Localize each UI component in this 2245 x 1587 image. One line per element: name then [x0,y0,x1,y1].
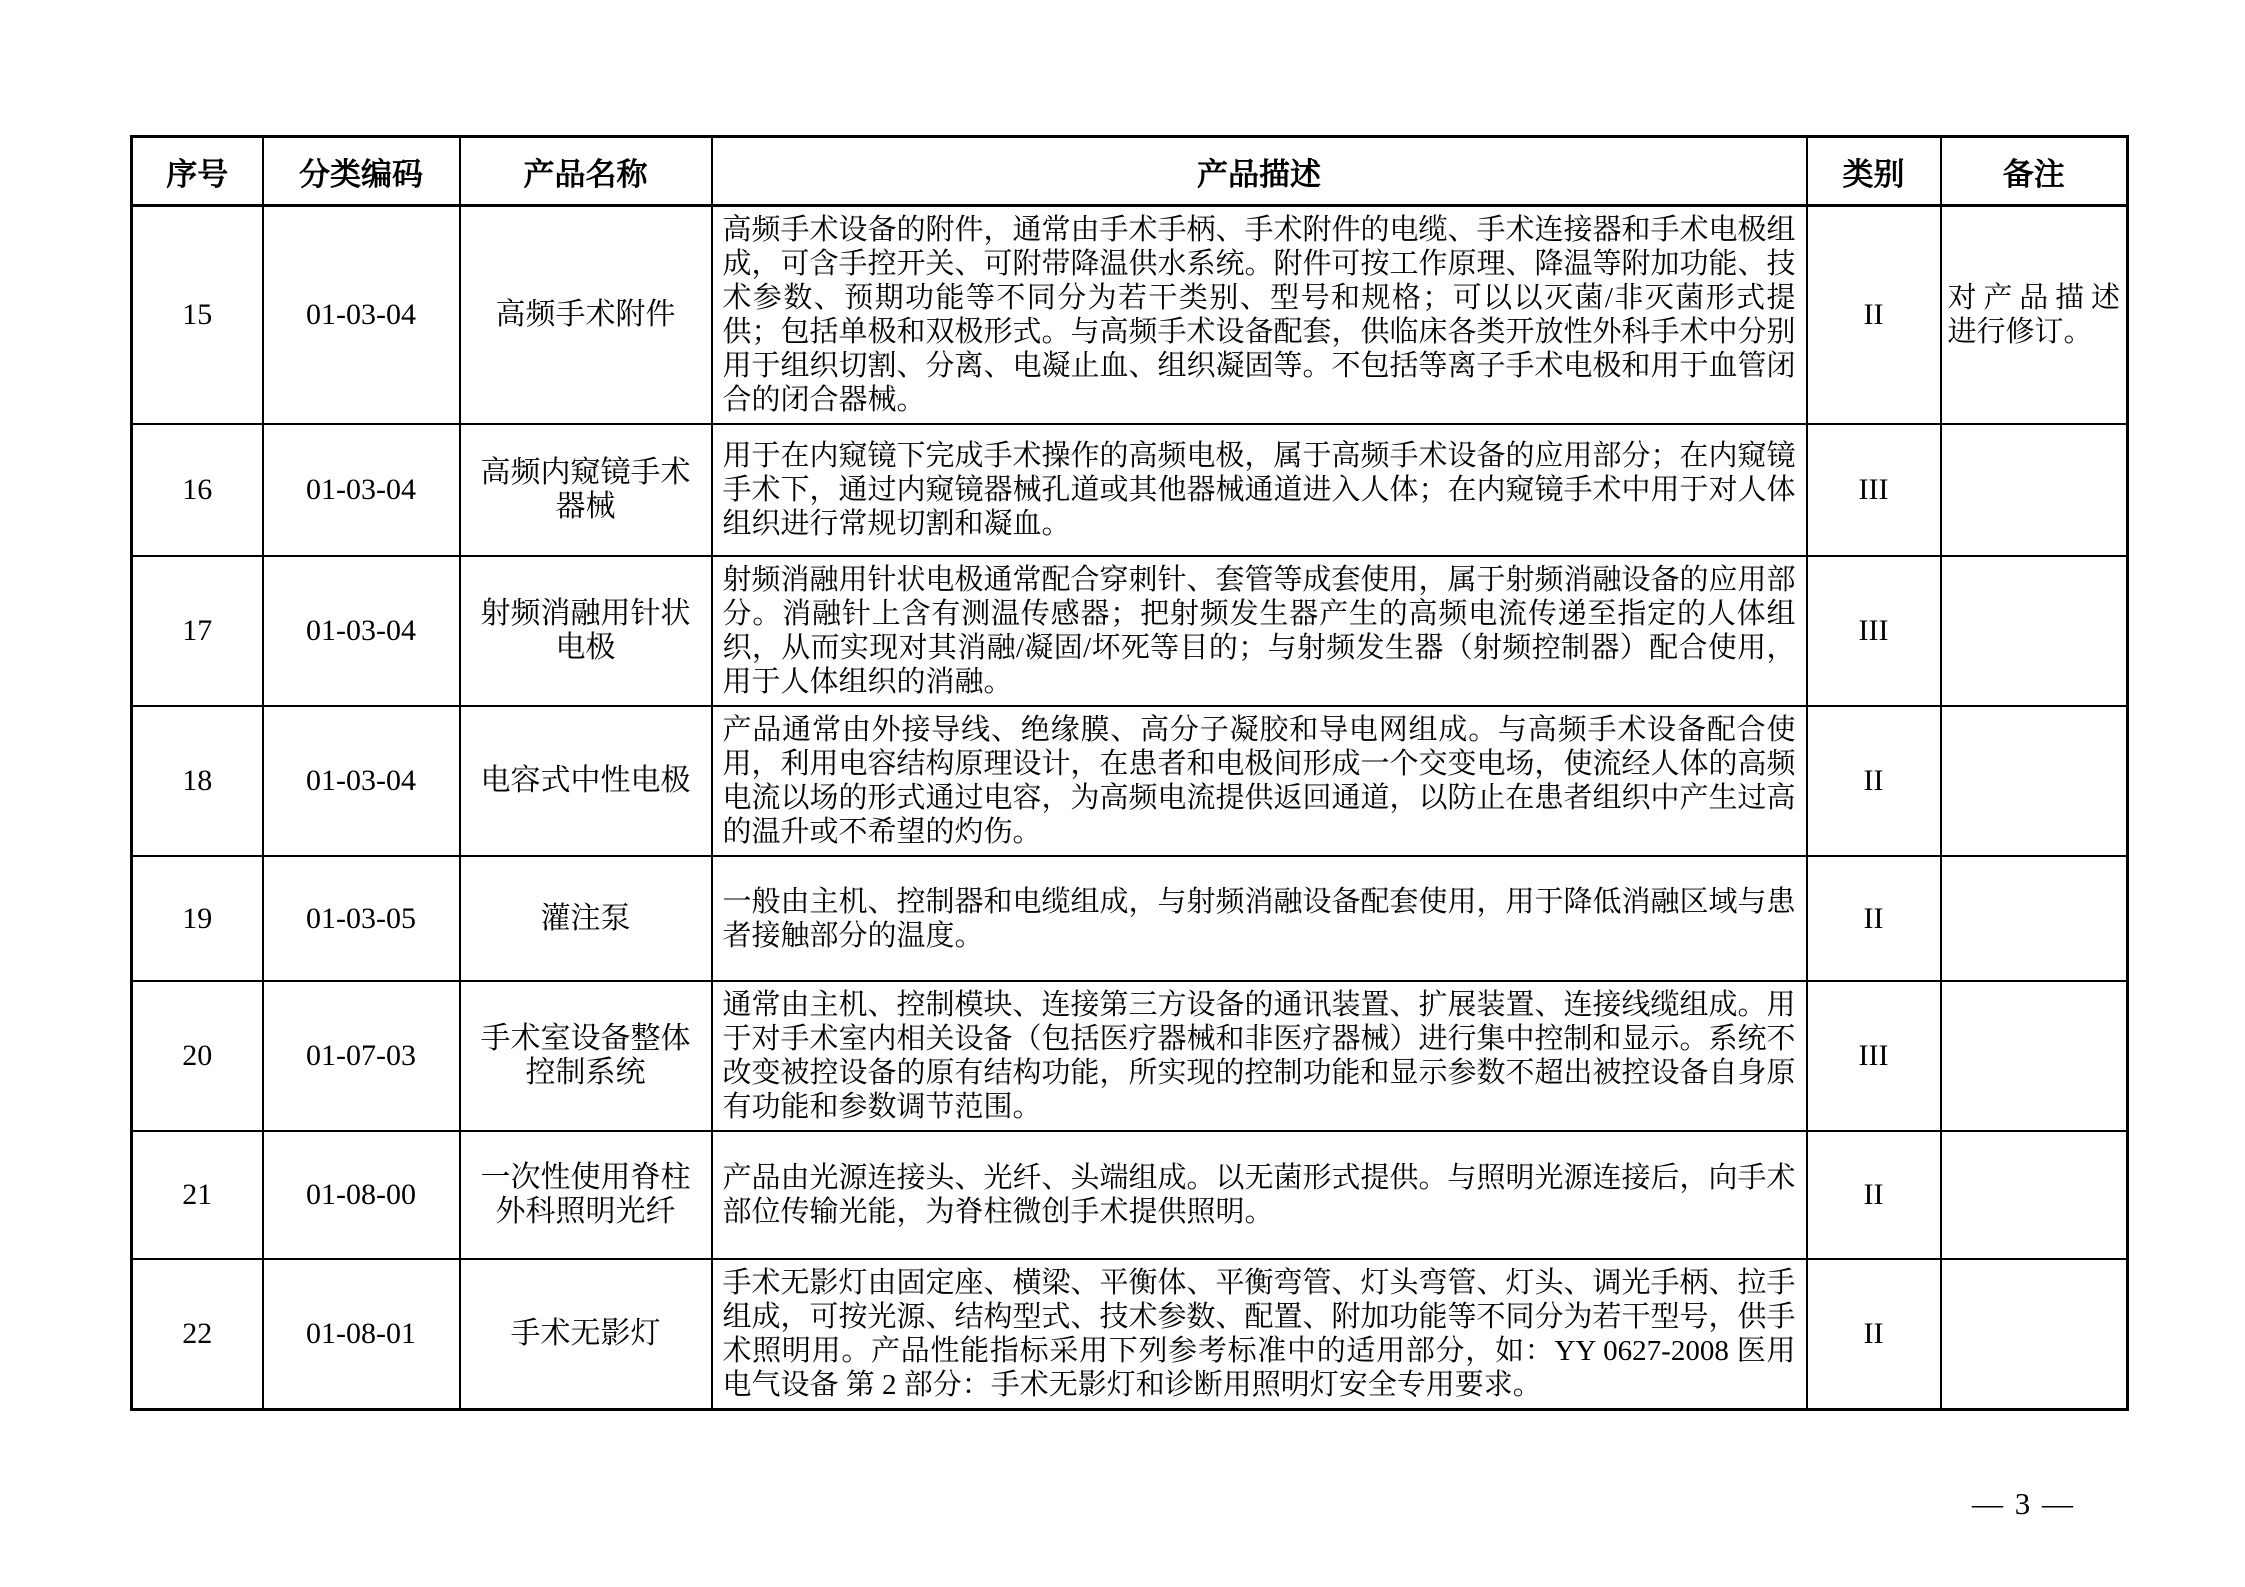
cell-classification-code: 01-07-03 [263,981,460,1131]
cell-product-name: 手术无影灯 [460,1259,712,1410]
cell-serial-number: 20 [132,981,263,1131]
cell-serial-number: 16 [132,424,263,556]
cell-product-name: 射频消融用针状电极 [460,556,712,706]
cell-category: II [1807,206,1941,425]
header-remark: 备注 [1941,137,2128,206]
cell-category: III [1807,981,1941,1131]
cell-classification-code: 01-03-05 [263,856,460,981]
cell-classification-code: 01-03-04 [263,706,460,856]
cell-serial-number: 21 [132,1131,263,1259]
cell-product-name: 高频内窥镜手术器械 [460,424,712,556]
cell-product-name: 灌注泵 [460,856,712,981]
cell-remark [1941,1259,2128,1410]
cell-remark [1941,556,2128,706]
cell-product-description: 产品通常由外接导线、绝缘膜、高分子凝胶和导电网组成。与高频手术设备配合使用，利用电容结构原理设计，在患者和电极间形成一个交变电场，使流经人体的高频电流以场的形式通过电容，为高频电流提供返回通道，以防止在患者组织中产生过高的温升或不希望的灼伤。 [712,706,1807,856]
cell-product-description: 高频手术设备的附件，通常由手术手柄、手术附件的电缆、手术连接器和手术电极组成，可含手控开关、可附带降温供水系统。附件可按工作原理、降温等附加功能、技术参数、预期功能等不同分为若干类别、型号和规格；可以以灭菌/非灭菌形式提供；包括单极和双极形式。与高频手术设备配套，供临床各类开放性外科手术中分别用于组织切割、分离、电凝止血、组织凝固等。不包括等离子手术电极和用于血管闭合的闭合器械。 [712,206,1807,425]
cell-remark: 对产品描述进行修订。 [1941,206,2128,425]
header-product-description: 产品描述 [712,137,1807,206]
cell-classification-code: 01-03-04 [263,424,460,556]
cell-remark [1941,981,2128,1131]
cell-category: III [1807,556,1941,706]
cell-product-description: 一般由主机、控制器和电缆组成，与射频消融设备配套使用，用于降低消融区域与患者接触部分的温度。 [712,856,1807,981]
page-number: — 3 — [1972,1486,2075,1521]
table-row [132,1131,2128,1259]
table-row [132,856,2128,981]
table-header-row [132,137,2128,206]
cell-serial-number: 15 [132,206,263,425]
cell-serial-number: 19 [132,856,263,981]
header-product-name: 产品名称 [460,137,712,206]
cell-serial-number: 22 [132,1259,263,1410]
cell-product-name: 一次性使用脊柱外科照明光纤 [460,1131,712,1259]
cell-category: II [1807,856,1941,981]
cell-category: II [1807,1259,1941,1410]
cell-classification-code: 01-03-04 [263,206,460,425]
table-row [132,1259,2128,1410]
cell-serial-number: 18 [132,706,263,856]
table-row [132,206,2128,425]
cell-category: II [1807,706,1941,856]
table-row [132,556,2128,706]
cell-classification-code: 01-03-04 [263,556,460,706]
header-classification-code: 分类编码 [263,137,460,206]
product-classification-table [130,135,2129,1411]
cell-product-name: 高频手术附件 [460,206,712,425]
cell-remark [1941,706,2128,856]
header-category: 类别 [1807,137,1941,206]
cell-product-description: 射频消融用针状电极通常配合穿刺针、套管等成套使用，属于射频消融设备的应用部分。消融针上含有测温传感器；把射频发生器产生的高频电流传递至指定的人体组织，从而实现对其消融/凝固/坏死等目的；与射频发生器（射频控制器）配合使用，用于人体组织的消融。 [712,556,1807,706]
cell-category: III [1807,424,1941,556]
cell-product-description: 手术无影灯由固定座、横梁、平衡体、平衡弯管、灯头弯管、灯头、调光手柄、拉手组成，可按光源、结构型式、技术参数、配置、附加功能等不同分为若干型号，供手术照明用。产品性能指标采用下列参考标准中的适用部分，如：YY 0627-2008 医用电气设备 第 2 部分：手术无影灯和诊断用照明灯安全专用要求。 [712,1259,1807,1410]
cell-product-name: 电容式中性电极 [460,706,712,856]
cell-category: II [1807,1131,1941,1259]
cell-remark [1941,1131,2128,1259]
header-serial-number: 序号 [132,137,263,206]
table-row [132,706,2128,856]
cell-product-description: 用于在内窥镜下完成手术操作的高频电极，属于高频手术设备的应用部分；在内窥镜手术下，通过内窥镜器械孔道或其他器械通道进入人体；在内窥镜手术中用于对人体组织进行常规切割和凝血。 [712,424,1807,556]
cell-product-description: 通常由主机、控制模块、连接第三方设备的通讯装置、扩展装置、连接线缆组成。用于对手术室内相关设备（包括医疗器械和非医疗器械）进行集中控制和显示。系统不改变被控设备的原有结构功能，所实现的控制功能和显示参数不超出被控设备自身原有功能和参数调节范围。 [712,981,1807,1131]
cell-remark [1941,424,2128,556]
cell-classification-code: 01-08-00 [263,1131,460,1259]
cell-product-name: 手术室设备整体控制系统 [460,981,712,1131]
table-row [132,424,2128,556]
cell-remark [1941,856,2128,981]
cell-serial-number: 17 [132,556,263,706]
table-row [132,981,2128,1131]
cell-product-description: 产品由光源连接头、光纤、头端组成。以无菌形式提供。与照明光源连接后，向手术部位传输光能，为脊柱微创手术提供照明。 [712,1131,1807,1259]
cell-classification-code: 01-08-01 [263,1259,460,1410]
table-body [132,206,2128,1410]
